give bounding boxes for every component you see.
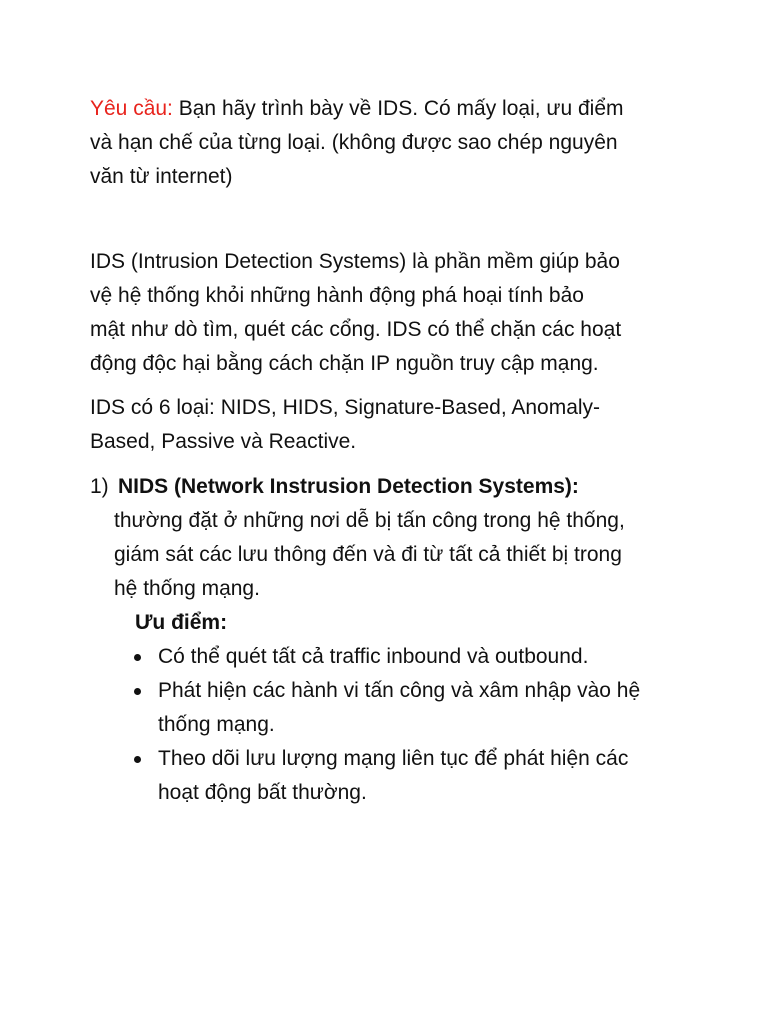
requirement-text-line-2: và hạn chế của từng loại. (không được sao chép nguyên — [90, 131, 618, 154]
list-item-number: 1) — [90, 475, 109, 498]
bullet-text-line: Theo dõi lưu lượng mạng liên tục để phát hiện các — [158, 747, 629, 770]
list-item-title: NIDS (Network Instrusion Detection Systems): — [118, 475, 579, 498]
list-item — [158, 640, 690, 674]
list-item-nids — [90, 470, 690, 810]
requirement-text-line-3: văn từ internet) — [90, 165, 233, 188]
bullet-text-line: thống mạng. — [158, 713, 275, 736]
pros-heading: Ưu điểm: — [135, 611, 228, 634]
types-paragraph — [90, 391, 690, 459]
bullet-text-line: Phát hiện các hành vi tấn công và xâm nhập vào hệ — [158, 679, 641, 702]
requirement-text-line-1: Bạn hãy trình bày về IDS. Có mấy loại, ưu điểm — [172, 97, 624, 120]
bullet-text-line: Có thể quét tất cả traffic inbound và outbound. — [158, 645, 589, 668]
bullet-icon — [134, 654, 141, 661]
intro-line-3: mật như dò tìm, quét các cổng. IDS có thể chặn các hoạt — [90, 318, 622, 341]
intro-line-4: động độc hại bằng cách chặn IP nguồn truy cập mạng. — [90, 352, 599, 375]
list-item — [158, 742, 690, 810]
bullet-icon — [134, 756, 141, 763]
requirement-label: Yêu cầu: — [90, 97, 173, 120]
requirement-paragraph — [90, 92, 690, 194]
description-line-3: hệ thống mạng. — [114, 577, 260, 600]
list-item-heading — [90, 470, 690, 504]
document-page — [90, 92, 690, 810]
types-line-1: IDS có 6 loại: NIDS, HIDS, Signature-Based, Anomaly- — [90, 396, 601, 419]
intro-line-2: vệ hệ thống khỏi những hành động phá hoại tính bảo — [90, 284, 584, 307]
intro-line-1: IDS (Intrusion Detection Systems) là phần mềm giúp bảo — [90, 250, 620, 273]
pros-list — [90, 640, 690, 810]
description-line-2: giám sát các lưu thông đến và đi từ tất cả thiết bị trong — [114, 543, 622, 566]
bullet-icon — [134, 688, 141, 695]
description-line-1: thường đặt ở những nơi dễ bị tấn công trong hệ thống, — [114, 509, 625, 532]
bullet-text-line: hoạt động bất thường. — [158, 781, 367, 804]
list-item-description — [90, 504, 690, 606]
types-line-2: Based, Passive và Reactive. — [90, 430, 357, 453]
list-item — [158, 674, 690, 742]
intro-paragraph — [90, 245, 690, 381]
paragraph-spacer — [90, 194, 690, 245]
